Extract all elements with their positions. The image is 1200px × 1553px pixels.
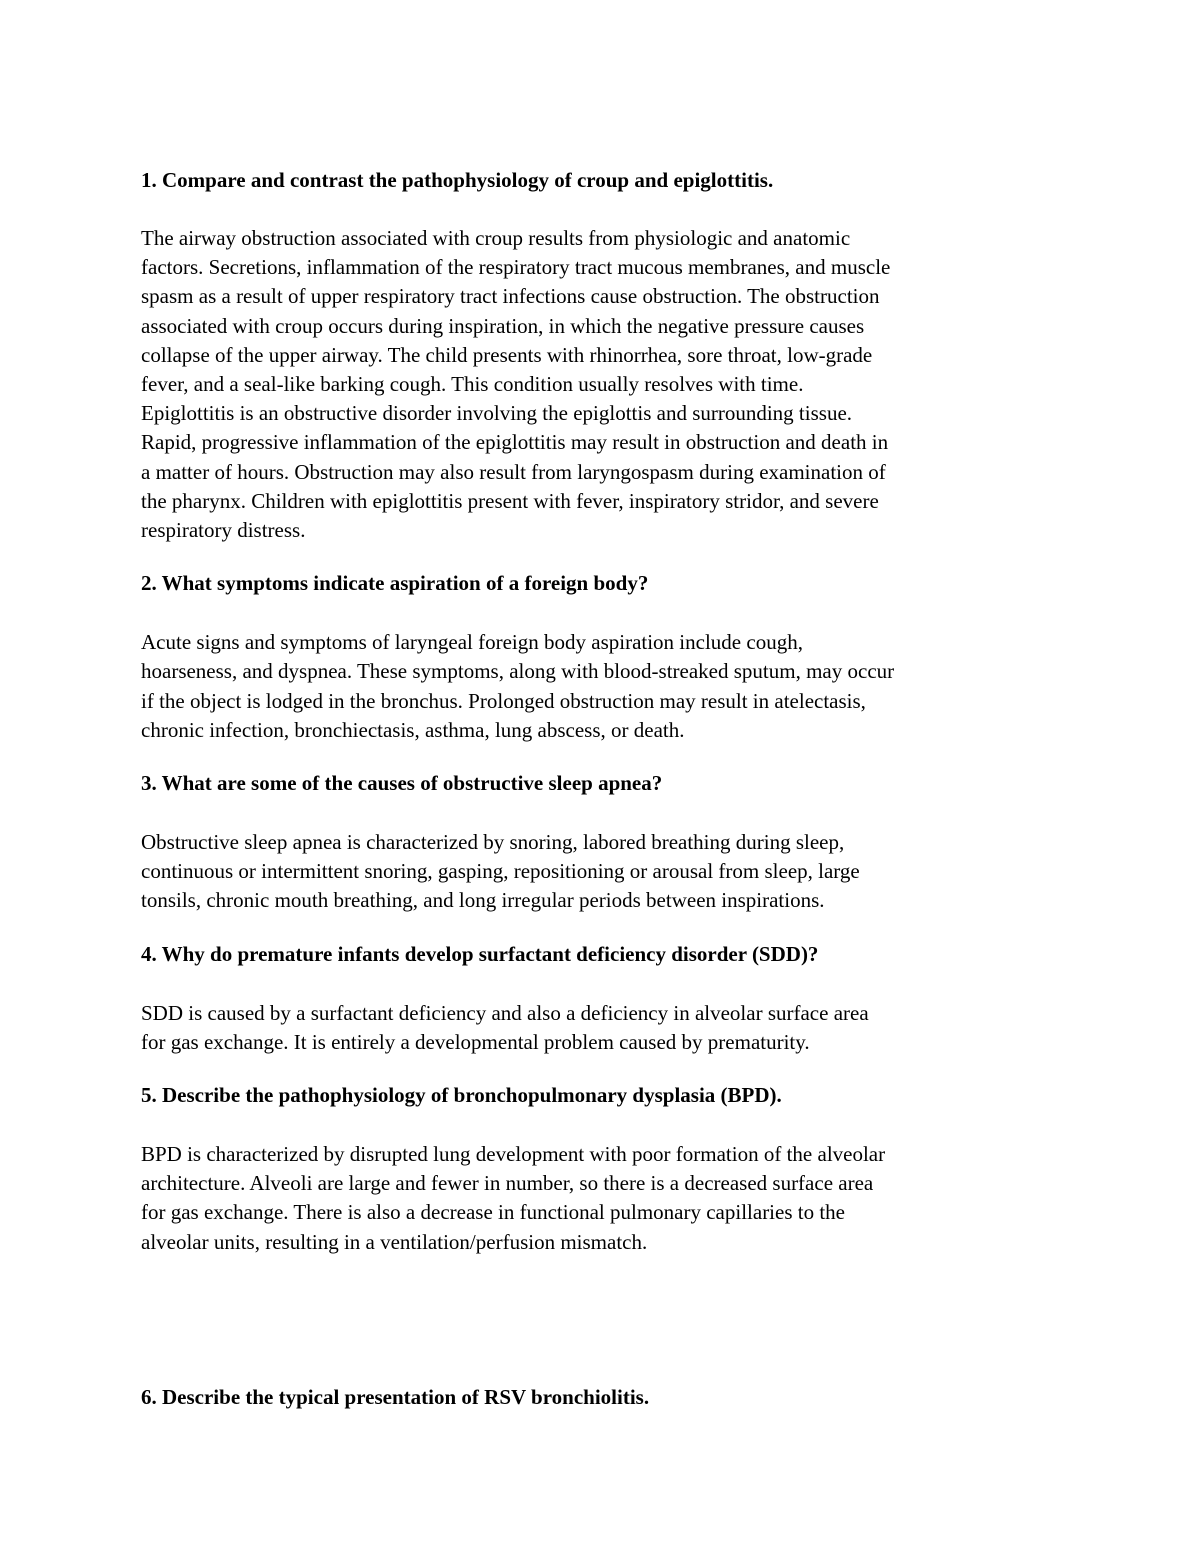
answer-1-paragraph xyxy=(141,224,1071,545)
document-page xyxy=(141,166,1071,1412)
answer-2-paragraph xyxy=(141,628,1071,745)
answer-3-paragraph xyxy=(141,828,1071,916)
question-1-heading: 1. Compare and contrast the pathophysiology of croup and epiglottitis. xyxy=(141,168,774,192)
answer-line: a matter of hours. Obstruction may also result from laryngospasm during examination of xyxy=(141,459,886,484)
answer-line: hoarseness, and dyspnea. These symptoms, along with blood-streaked sputum, may occur xyxy=(141,659,895,684)
answer-4-paragraph xyxy=(141,999,1071,1057)
question-4-heading: 4. Why do premature infants develop surfactant deficiency disorder (SDD)? xyxy=(141,941,819,966)
answer-line: continuous or intermittent snoring, gasping, repositioning or arousal from sleep, large xyxy=(141,859,860,884)
question-6-heading: 6. Describe the typical presentation of RSV bronchiolitis. xyxy=(141,1384,650,1409)
answer-line: Rapid, progressive inflammation of the epiglottitis may result in obstruction and death in xyxy=(141,430,889,455)
answer-5-paragraph xyxy=(141,1140,1071,1257)
answer-line: collapse of the upper airway. The child presents with rhinorrhea, sore throat, low-grade xyxy=(141,342,873,367)
answer-line: alveolar units, resulting in a ventilation/perfusion mismatch. xyxy=(141,1229,648,1254)
answer-line: for gas exchange. It is entirely a developmental problem caused by prematurity. xyxy=(141,1029,810,1054)
answer-line: fever, and a seal-like barking cough. This condition usually resolves with time. xyxy=(141,372,804,397)
answer-line: the pharynx. Children with epiglottitis present with fever, inspiratory stridor, and severe xyxy=(141,488,879,513)
question-2-heading: 2. What symptoms indicate aspiration of a foreign body? xyxy=(141,571,649,596)
answer-line: Acute signs and symptoms of laryngeal foreign body aspiration include cough, xyxy=(141,630,803,655)
answer-line: SDD is caused by a surfactant deficiency and also a deficiency in alveolar surface area xyxy=(141,1000,869,1025)
answer-line: spasm as a result of upper respiratory tract infections cause obstruction. The obstruction xyxy=(141,284,880,309)
answer-line: architecture. Alveoli are large and fewer in number, so there is a decreased surface area xyxy=(141,1171,874,1196)
answer-line: BPD is characterized by disrupted lung development with poor formation of the alveolar xyxy=(141,1142,886,1167)
answer-line: if the object is lodged in the bronchus. Prolonged obstruction may result in atelectasis, xyxy=(141,688,866,713)
answer-line: chronic infection, bronchiectasis, asthma, lung abscess, or death. xyxy=(141,717,685,742)
answer-line: for gas exchange. There is also a decrease in functional pulmonary capillaries to the xyxy=(141,1200,846,1225)
question-3-heading: 3. What are some of the causes of obstructive sleep apnea? xyxy=(141,771,663,796)
answer-line: respiratory distress. xyxy=(141,518,306,543)
answer-line: Epiglottitis is an obstructive disorder involving the epiglottis and surrounding tissue. xyxy=(141,401,853,426)
answer-line: tonsils, chronic mouth breathing, and long irregular periods between inspirations. xyxy=(141,888,825,913)
answer-line: Obstructive sleep apnea is characterized by snoring, labored breathing during sleep, xyxy=(141,830,845,855)
question-5-heading: 5. Describe the pathophysiology of bronchopulmonary dysplasia (BPD). xyxy=(141,1083,782,1108)
answer-line: associated with croup occurs during inspiration, in which the negative pressure causes xyxy=(141,313,865,338)
answer-line: factors. Secretions, inflammation of the respiratory tract mucous membranes, and muscle xyxy=(141,255,891,280)
answer-line: The airway obstruction associated with croup results from physiologic and anatomic xyxy=(141,226,851,250)
